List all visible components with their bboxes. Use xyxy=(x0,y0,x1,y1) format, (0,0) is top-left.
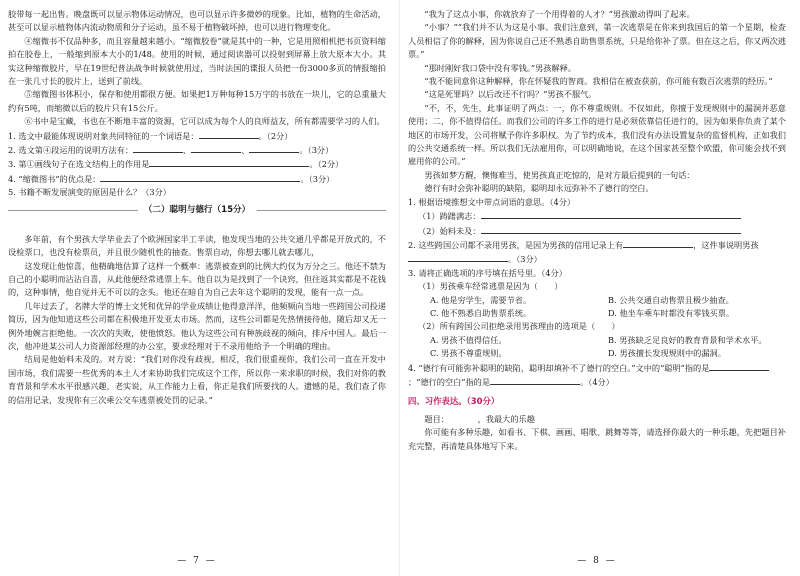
answer-blank[interactable] xyxy=(199,129,259,139)
story-paragraph-7: “那时刚好我口袋中没有零钱。”男孩解释。 xyxy=(424,62,577,73)
right-question-4 xyxy=(408,361,786,390)
question-4 xyxy=(8,172,386,186)
answer-blank[interactable] xyxy=(249,143,299,153)
section-4-title: 四、习作表达。（30分） xyxy=(408,396,500,407)
reading-paragraph-5: ⑤缩微图书体积小，保存和使用都很方便。如果把1万种每种15万字的书放在一块儿，它的总重量大约有5吨，而缩微以后的胶片只有15公斤。 xyxy=(8,89,386,113)
page-gutter xyxy=(399,0,400,576)
right-question-3: 3. 请将正确选项的序号填在括号里。（4分） xyxy=(408,267,567,278)
page-number-right: — 8 — xyxy=(577,556,617,566)
answer-blank[interactable] xyxy=(149,157,309,167)
answer-blank[interactable] xyxy=(490,375,580,385)
story-paragraph-6: “小事？”“我们并不认为这是小事。我们注意到，第一次逃票是在你来到我国后的第一个星期，检查人员相信了你的解释，因为你说自己还不熟悉自助售票系统，只是给你补了票。但在这之后，你又两次逃票。” xyxy=(408,22,786,60)
right-question-1b xyxy=(408,224,786,238)
story-paragraph-8: “我不能同意你这种解释，你在怀疑我的智商。我相信在被查获前，你可能有数百次逃票的经历。” xyxy=(424,76,773,87)
option-c[interactable]: C. 男孩不尊重规则。 xyxy=(430,348,507,359)
writing-prompt: 你可能有多种乐趣，如看书、下棋、画画、唱歌、跳舞等等，请选择你最大的一种乐趣，先把题目补充完整，再清楚具体地写下来。 xyxy=(408,427,786,451)
reading-paragraph: 胶带每一起出售。晚盘既可以显示物体运动情况，也可以显示许多微妙的现象。比如，植物的生命活动，甚至可以显示植物体内流动物质和分子运动，虽不易于植物破坏掉，也可以进行物理变化。 xyxy=(8,9,386,33)
right-question-4-mid: ；“德行的空白”指的是 xyxy=(408,376,491,387)
story-paragraph-12: 德行有时会弥补聪明的缺陷，聪明却永远弥补不了德行的空白。 xyxy=(424,183,654,194)
story-paragraph-5: “我为了这点小事，你就放弃了一个用得着的人才？”男孩激动得叫了起来。 xyxy=(424,9,695,19)
question-2-score: 。（3分） xyxy=(299,145,334,156)
question-2-text: 2. 选文第④段运用的说明方法有： xyxy=(8,145,134,156)
answer-blank[interactable] xyxy=(481,209,741,219)
option-row xyxy=(408,334,786,347)
answer-blank[interactable] xyxy=(191,143,241,153)
story-paragraph-1: 多年前，有个男孩大学毕业去了个欧洲国家半工半读，他发现当地的公共交通几乎都是开放式的，不设检票口，也没有检票员，并且很少随机性的抽查。售票自动，你想去哪儿就去哪儿， xyxy=(8,233,386,258)
story-paragraph-10: “不，不，先生，此事证明了两点：一，你不尊重规则。不仅如此，你擅于发现规则中的漏洞并恶意使用；二，你不值得信任。而我们公司的许多工作的进行是必须依靠信任进行的，因为如果你负责了某个地区的市场开发，公司将赋予你许多职权。为了节约成本，我们没有办法设置复杂的监督机构，正如我们的公共交通系统一样。所以我们无法雇用你，可以明确地说，在这个国家甚至整个欧盟，你可能会找不到雇用你的公司。” xyxy=(408,102,786,167)
question-3-score: 。（2分） xyxy=(309,159,344,170)
right-question-2-score: 。（3分） xyxy=(508,254,542,265)
story-paragraph-4: 结局是他始料未及的。对方说：“我们对你没有歧视，相反，我们很重视你，我们公司一直在开发中国市场，我们需要一些优秀的本土人才来协助我们完成这个工作，所以你一来求职的时候，我们对你的教育背景和学术水平很感兴趣，老实说，从工作能力上看，你正是我们所要找的人。遗憾的是，我们查了你的信用记录，发现你有三次乘公交车逃票被处罚的记录。” xyxy=(8,354,386,405)
option-c[interactable]: C. 他不熟悉自助售票系统。 xyxy=(430,307,532,318)
question-5: 5. 书籍不断发展演变的原因是什么？（3分） xyxy=(8,187,171,198)
question-4-text: 4. “缩微图书”的优点是： xyxy=(8,173,101,184)
section-divider xyxy=(8,204,386,225)
question-1-score: 。（2分） xyxy=(258,130,293,141)
right-question-4-score: 。（4分） xyxy=(580,376,614,387)
option-row xyxy=(408,294,786,307)
question-4-score: 。（3分） xyxy=(300,173,335,184)
answer-blank[interactable] xyxy=(100,172,300,182)
option-b[interactable]: B. 公共交通自动售票且极少抽查。 xyxy=(608,294,734,305)
story-paragraph-11: 男孩如梦方醒，懊悔难当，使男孩真正吃惊的，是对方最后提到的一句话： xyxy=(424,169,695,180)
option-a[interactable]: A. 他是穷学生，需要节省。 xyxy=(430,294,532,305)
answer-blank[interactable] xyxy=(133,143,183,153)
answer-blank[interactable] xyxy=(408,252,508,262)
option-a[interactable]: A. 男孩不值得信任。 xyxy=(430,334,507,345)
left-page xyxy=(8,8,386,407)
option-b[interactable]: B. 男孩缺乏足良好的教育背景和学术水平。 xyxy=(608,334,767,345)
right-question-1a-text: （1）踌躇满志： xyxy=(418,211,481,222)
right-question-1: 1. 根据语境推想文中带点词语的意思。（4分） xyxy=(408,196,576,207)
story-paragraph-2: 这发现让他惊喜，他精确地估算了这样一个概率：逃票被查到的比例大约仅为万分之三。他还不禁为自己的小聪明而沾沾自喜，从此他便经常逃票上车。他自以为是找到了一个诀窍，但往返其实都是不花钱的，这种事情，他自觉并无不可以的念头。他还在暗自为自己去年这个聪明的发现，能有一点一点。 xyxy=(8,260,386,298)
option-d[interactable]: D. 他坐车乘车时都没有零钱买票。 xyxy=(608,307,735,318)
right-question-2-text: 2. 这些跨国公司都不录用男孩，是因为男孩的信用记录上有 xyxy=(408,239,624,250)
story-paragraph-9: “这是死罪吗？以后改还不行吗？”男孩不服气。 xyxy=(424,89,597,100)
right-question-4-text: 4. “德行有可能弥补聪明的缺陷，聪明却填补不了德行的空白。”文中的“聪明”指的是 xyxy=(408,362,710,373)
right-question-3a: （1）男孩乘车经常逃票是因为（ ） xyxy=(418,281,563,292)
reading-paragraph-4: ④缩微书不仅品种多，而且容量越来越小。“缩微胶卷”就是其中的一种，它是用照相机把书页资料缩拍在胶卷上，一般缩到原本大小的1/48。使用的时候，通过阅读器可以投射到屏幕上放大原本大小。其实这种缩微胶片，早在19世纪普法战争时候就使用过，当时法国的谍报人员把一份3000多页的情报缩拍在一张几寸长的胶片上，送到了前线。 xyxy=(8,35,386,87)
story-paragraph-3: 几年过去了，名牌大学的博士文凭和优异的学业成绩让他得意洋洋，他频频向当地一些跨国公司投递简历，因为他知道这些公司都在积极地开发亚太市场。然而，这些公司都是先热情接待他，随后却又无一例外地婉言拒绝他。一次次的失败，使他愤怒。他认为这些公司有种族歧视的倾向，排斥中国人。最后一次，他冲进某公司人力资源部经理的办公室，要求经理对于不录用他给予一个明确的理由。 xyxy=(8,300,386,351)
answer-blank[interactable] xyxy=(709,361,769,371)
option-row xyxy=(408,307,786,320)
answer-blank[interactable] xyxy=(623,238,693,248)
question-1-text: 1. 选文中最能体现说明对象共同特征的一个词语是： xyxy=(8,130,199,141)
option-d[interactable]: D. 男孩擅长发现规则中的漏洞。 xyxy=(608,348,726,359)
option-row xyxy=(408,347,786,360)
right-question-2 xyxy=(408,238,786,267)
question-3 xyxy=(8,157,386,171)
page-number-left: — 7 — xyxy=(177,556,217,566)
right-question-1b-text: （2）始料未及： xyxy=(418,225,481,236)
right-question-2-mid: ，这件事说明男孩 xyxy=(693,239,759,250)
section-2-title: （二）聪明与德行（15分） xyxy=(138,204,257,217)
question-2: 2. 选文第④段运用的说明方法有： 、 、 。（3分） xyxy=(8,145,334,156)
right-question-3b: （2）所有跨国公司拒绝录用男孩理由的选项是（ ） xyxy=(418,321,620,332)
reading-paragraph-6: ⑥书中是宝藏，书也在不断地丰富的资源，它可以成为每个人的良师益友，所有都需要学习的人们。 xyxy=(24,116,385,127)
question-3-text: 3. 第①画线句子在选文结构上的作用是 xyxy=(8,159,150,170)
question-1 xyxy=(8,129,386,143)
right-page xyxy=(408,8,786,453)
right-question-1a xyxy=(408,209,786,223)
writing-topic: 题目： ，我最大的乐趣 xyxy=(424,413,535,424)
answer-blank[interactable] xyxy=(481,224,741,234)
